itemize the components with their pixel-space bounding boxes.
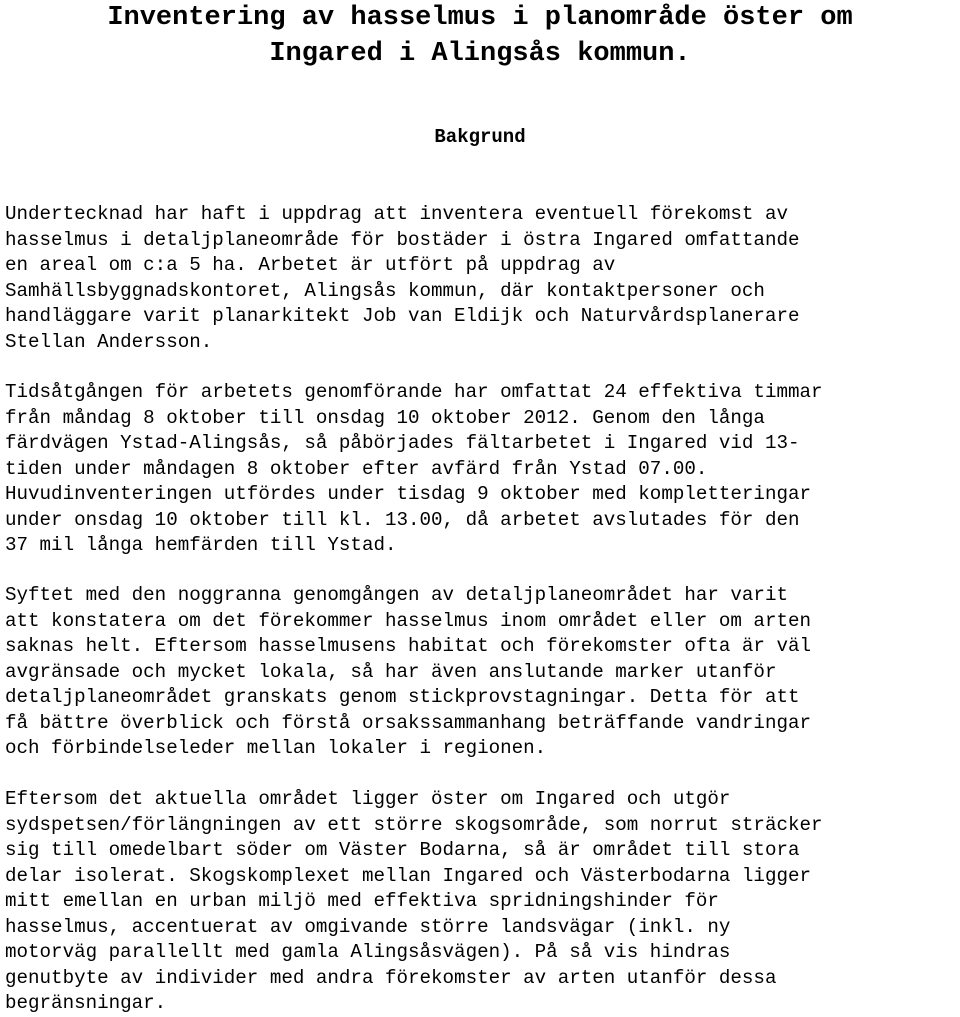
paragraph-time-spent	[5, 380, 960, 559]
text-line: hasselmus, accentuerat av omgivande större landsvägar (inkl. ny	[5, 915, 731, 938]
text-line: hasselmus i detaljplaneområde för bostäder i östra Ingared omfattande	[5, 228, 800, 251]
text-line: Tidsåtgången för arbetets genomförande har omfattat 24 effektiva timmar	[5, 381, 823, 403]
text-line: att konstatera om det förekommer hasselmus inom området eller om arten	[5, 609, 812, 632]
text-line: från måndag 8 oktober till onsdag 10 oktober 2012. Genom den långa	[5, 406, 765, 429]
text-line: saknas helt. Eftersom hasselmusens habitat och förekomster ofta är väl	[5, 635, 812, 657]
text-line: en areal om c:a 5 ha. Arbetet är utfört på uppdrag av	[5, 254, 616, 276]
text-line: 37 mil långa hemfärden till Ystad.	[5, 534, 397, 556]
paragraph-background-assignment	[5, 202, 960, 355]
text-line: sydspetsen/förlängningen av ett större skogsområde, som norrut sträcker	[5, 813, 823, 836]
text-line: sig till omedelbart söder om Väster Bodarna, så är området till stora	[5, 839, 800, 861]
text-line: Syftet med den noggranna genomgången av detaljplaneområdet har varit	[5, 584, 788, 606]
text-line: få bättre överblick och förstå orsakssammanhang beträffande vandringar	[5, 711, 812, 734]
document-title	[0, 0, 960, 72]
text-line: detaljplaneområdet granskats genom stickprovstagningar. Detta för att	[5, 686, 800, 708]
title-line: Ingared i Alingsås kommun.	[269, 39, 691, 69]
text-line: handläggare varit planarkitekt Job van Eldijk och Naturvårdsplanerare	[5, 305, 800, 327]
text-line: delar isolerat. Skogskomplexet mellan Ingared och Västerbodarna ligger	[5, 864, 812, 887]
text-line: Undertecknad har haft i uppdrag att inventera eventuell förekomst av	[5, 203, 788, 225]
text-line: färdvägen Ystad-Alingsås, så påbörjades fältarbetet i Ingared vid 13-	[5, 432, 800, 454]
text-line: Stellan Andersson.	[5, 330, 213, 353]
text-line: Eftersom det aktuella området ligger öster om Ingared och utgör	[5, 788, 731, 810]
text-line: mitt emellan en urban miljö med effektiva spridningshinder för	[5, 890, 719, 912]
text-line: Huvudinventeringen utfördes under tisdag 9 oktober med kompletteringar	[5, 483, 812, 505]
text-line: avgränsade och mycket lokala, så har även anslutande marker utanför	[5, 660, 777, 683]
section-heading: Bakgrund	[434, 126, 526, 148]
text-line: begränsningar.	[5, 992, 167, 1014]
text-line: under onsdag 10 oktober till kl. 13.00, då arbetet avslutades för den	[5, 508, 800, 531]
title-line: Inventering av hasselmus i planområde öster om	[107, 3, 853, 33]
text-line: motorväg parallellt med gamla Alingsåsvägen). På så vis hindras	[5, 941, 731, 963]
text-line: genutbyte av individer med andra förekomster av arten utanför dessa	[5, 966, 777, 989]
text-line: tiden under måndagen 8 oktober efter avfärd från Ystad 07.00.	[5, 457, 708, 480]
text-line: Samhällsbyggnadskontoret, Alingsås kommun, där kontaktpersoner och	[5, 279, 765, 302]
text-line: och förbindelseleder mellan lokaler i regionen.	[5, 737, 547, 759]
paragraph-purpose	[5, 583, 960, 762]
paragraph-area-isolation	[5, 787, 960, 1017]
